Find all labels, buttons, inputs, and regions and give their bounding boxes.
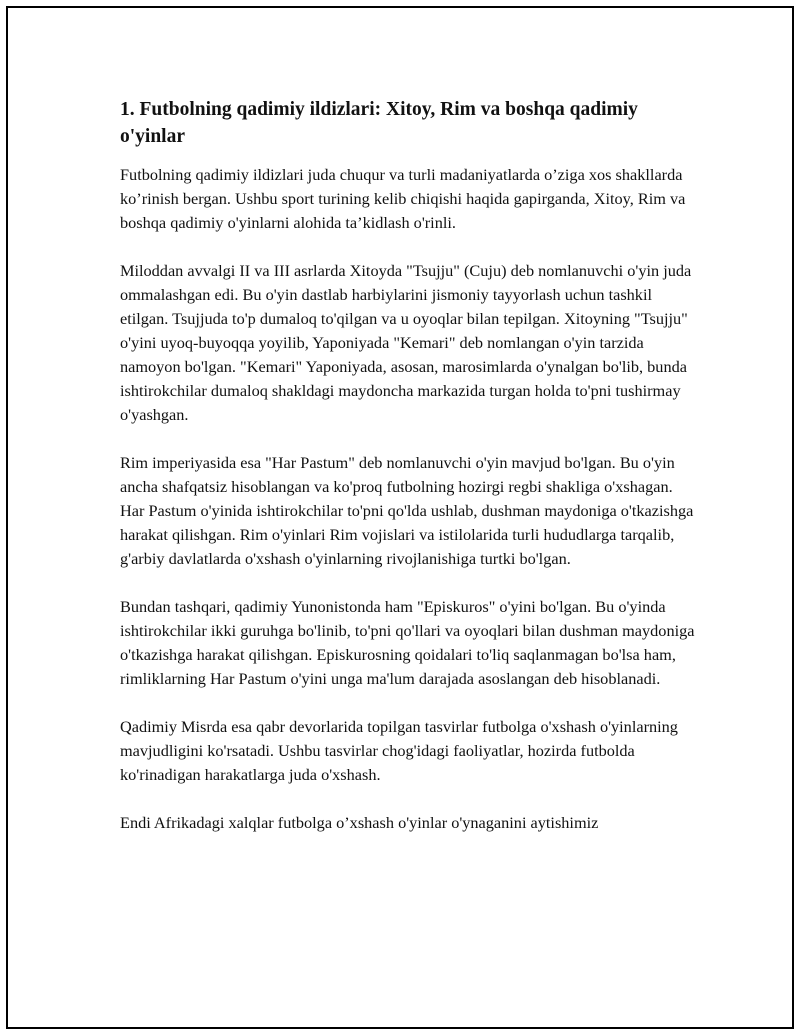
paragraph-greece-episkyros: Bundan tashqari, qadimiy Yunonistonda ham "Episkuros" o'yini bo'lgan. Bu o'yinda ishtirokchilar ikki guruhga bo'linib, to'pni qo'llari va oyoqlari bilan dushman maydoniga o'tkazishga harakat qilishgan. Episkurosning qoidalari to'liq saqlanmagan bo'lsa ham, rimliklarning Har Pastum o'yini unga ma'lum darajada asoslangan deb hisoblanadi. — [120, 597, 695, 688]
paragraph-africa: Endi Afrikadagi xalqlar futbolga o’xshash o'yinlar o'ynaganini aytishimiz — [120, 813, 599, 832]
section-heading: 1. Futbolning qadimiy ildizlari: Xitoy, Rim va boshqa qadimiy o'yinlar — [120, 99, 638, 147]
page-frame — [6, 6, 794, 1029]
paragraph-intro: Futbolning qadimiy ildizlari juda chuqur va turli madaniyatlarda o’ziga xos shakllarda ko’rinish bergan. Ushbu sport turining kelib chiqishi haqida gapirganda, Xitoy, Rim va boshqa qadimiy o'yinlarni alohida ta’kidlash o'rinli. — [120, 165, 686, 232]
paragraph-china-cuju: Miloddan avvalgi II va III asrlarda Xitoyda "Tsujju" (Cuju) deb nomlanuvchi o'yin juda ommalashgan edi. Bu o'yin dastlab harbiylarini jismoniy tayyorlash uchun tashkil etilgan. Tsujjuda to'p dumaloq to'qilgan va u oyoqlar bilan tepilgan. Xitoyning "Tsujju" o'yini uyoq-buyoqqa yoyilib, Yaponiyada "Kemari" deb nomlangan o'yin tarzida namoyon bo'lgan. "Kemari" Yaponiyada, asosan, marosimlarda o'ynalgan bo'lib, bunda ishtirokchilar dumaloq shakldagi maydoncha markazida turgan holda to'pni tushirmay o'yashgan. — [120, 261, 692, 424]
paragraph-rome-harpastum: Rim imperiyasida esa "Har Pastum" deb nomlanuvchi o'yin mavjud bo'lgan. Bu o'yin ancha shafqatsiz hisoblangan va ko'proq futbolning hozirgi regbi shakliga o'xshagan. Har Pastum o'yinida ishtirokchilar to'pni qo'lda ushlab, dushman maydoniga o'tkazishga harakat qilishgan. Rim o'yinlari Rim vojislari va istilolarida turli hududlarga tarqalib, g'arbiy davlatlarda o'xshash o'yinlarning rivojlanishiga turtki bo'lgan. — [120, 453, 694, 568]
document-body — [120, 96, 698, 859]
paragraph-egypt: Qadimiy Misrda esa qabr devorlarida topilgan tasvirlar futbolga o'xshash o'yinlarning mavjudligini ko'rsatadi. Ushbu tasvirlar chog'idagi faoliyatlar, hozirda futbolda ko'rinadigan harakatlarga juda o'xshash. — [120, 717, 678, 784]
